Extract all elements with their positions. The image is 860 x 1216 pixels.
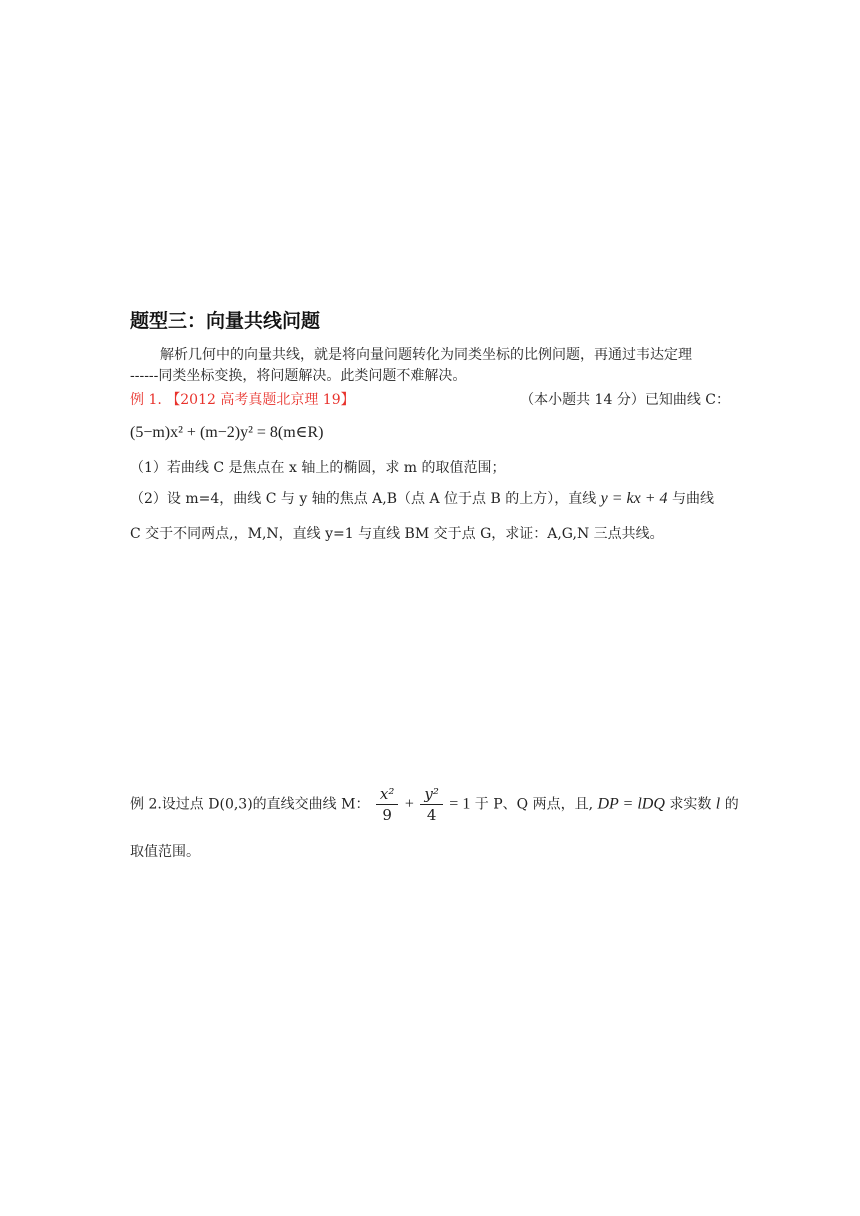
equals-one: = 1 bbox=[449, 795, 471, 813]
variable-l: l bbox=[715, 795, 721, 813]
section-heading: 题型三：向量共线问题 bbox=[130, 310, 321, 332]
example2-line2: 取值范围。 bbox=[130, 844, 200, 860]
example1-question-2 bbox=[130, 489, 714, 509]
fraction-numerator: y² bbox=[420, 784, 443, 805]
example1-points-note: （本小题共 14 分）已知曲线 C： bbox=[520, 392, 730, 408]
plus-sign: + bbox=[404, 795, 414, 813]
line-equation: y = kx + 4 bbox=[600, 490, 668, 507]
example2-middle: 于 P、Q 两点，且, bbox=[474, 796, 594, 813]
example2-prefix: 例 2.设过点 D(0,3)的直线交曲线 M： bbox=[130, 796, 370, 813]
example1-header bbox=[130, 390, 730, 410]
example1-question-1: （1）若曲线 C 是焦点在 x 轴上的椭圆，求 m 的取值范围； bbox=[130, 460, 506, 476]
example1-label: 例 1. bbox=[130, 392, 162, 408]
example2-tail: 的 bbox=[724, 796, 739, 813]
fraction-x-over-9 bbox=[376, 784, 398, 825]
example1-source: 【2012 高考真题北京理 19】 bbox=[166, 392, 355, 408]
intro-line-1: 解析几何中的向量共线，就是将向量问题转化为同类坐标的比例问题，再通过韦达定理 bbox=[160, 347, 692, 363]
example1-question-2-line2: C 交于不同两点,，M,N，直线 y=1 与直线 BM 交于点 G，求证：A,G,N 三点共线。 bbox=[130, 526, 664, 542]
fraction-denominator: 9 bbox=[382, 806, 392, 824]
example2-suffix: 求实数 bbox=[669, 796, 712, 813]
fraction-denominator: 4 bbox=[426, 806, 437, 824]
example2-line1 bbox=[130, 784, 739, 825]
intro-line-2: ------同类坐标变换，将问题解决。此类问题不难解决。 bbox=[130, 368, 467, 384]
question-2-text: （2）设 m=4，曲线 C 与 y 轴的焦点 A,B（点 A 位于点 B 的上方），直线 bbox=[130, 491, 597, 507]
example1-equation: (5−m)x² + (m−2)y² = 8(m∈R) bbox=[130, 424, 324, 441]
question-2-tail: 与曲线 bbox=[672, 491, 715, 507]
fraction-y-over-4 bbox=[420, 784, 443, 825]
vector-equation: DP = lDQ bbox=[597, 795, 665, 813]
fraction-numerator: x² bbox=[376, 784, 398, 805]
